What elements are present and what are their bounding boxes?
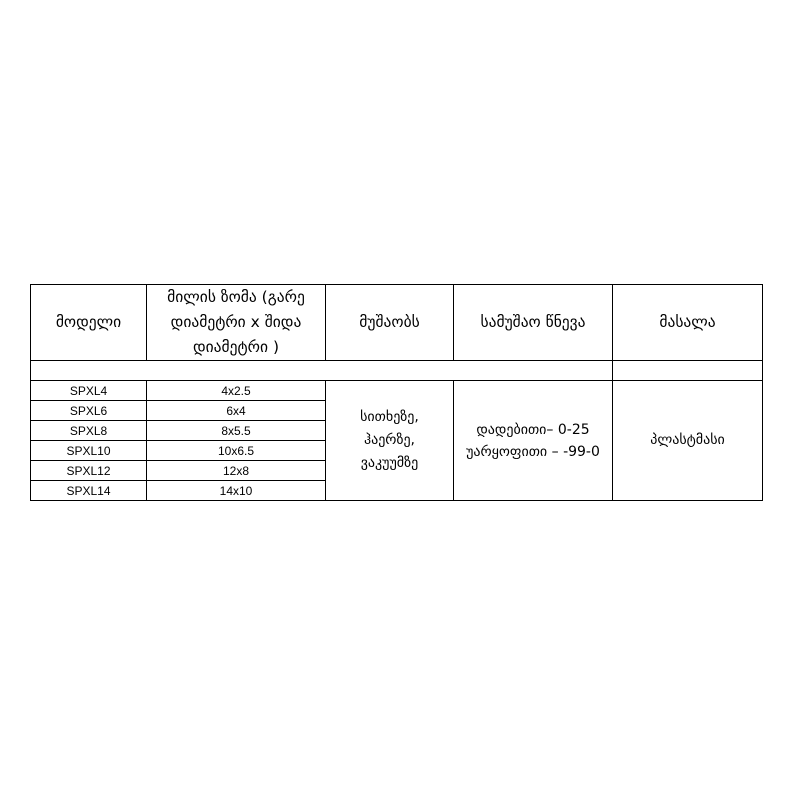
size-cell: 12x8 xyxy=(147,461,326,481)
spacer-cell-material xyxy=(613,361,763,381)
works-with-liquid: სითხეზე, xyxy=(360,409,419,425)
model-cell: SPXL10 xyxy=(31,441,147,461)
model-cell: SPXL4 xyxy=(31,381,147,401)
size-cell: 6x4 xyxy=(147,401,326,421)
header-working-pressure: სამუშაო წნევა xyxy=(454,285,613,361)
spacer-cell xyxy=(31,361,613,381)
material-cell: პლასტმასი xyxy=(613,381,763,501)
header-material: მასალა xyxy=(613,285,763,361)
model-cell: SPXL14 xyxy=(31,481,147,501)
spec-table xyxy=(30,284,763,501)
size-cell: 4x2.5 xyxy=(147,381,326,401)
header-tube-size: მილის ზომა (გარე დიამეტრი x შიდა დიამეტრი ) xyxy=(147,285,326,361)
spacer-row xyxy=(31,361,763,381)
size-cell: 8x5.5 xyxy=(147,421,326,441)
pressure-positive: დადებითი– 0-25 xyxy=(476,421,590,438)
pressure-cell xyxy=(454,381,613,501)
size-cell: 14x10 xyxy=(147,481,326,501)
works-with-vacuum: ვაკუუმზე xyxy=(360,455,419,471)
works-with-air: ჰაერზე, xyxy=(363,432,416,448)
pressure-negative: უარყოფითი – -99-0 xyxy=(466,443,600,460)
size-cell: 10x6.5 xyxy=(147,441,326,461)
table-row xyxy=(31,381,763,401)
header-works-with: მუშაობს xyxy=(326,285,454,361)
model-cell: SPXL6 xyxy=(31,401,147,421)
header-model: მოდელი xyxy=(31,285,147,361)
model-cell: SPXL8 xyxy=(31,421,147,441)
model-cell: SPXL12 xyxy=(31,461,147,481)
header-row xyxy=(31,285,763,361)
works-with-cell xyxy=(326,381,454,501)
